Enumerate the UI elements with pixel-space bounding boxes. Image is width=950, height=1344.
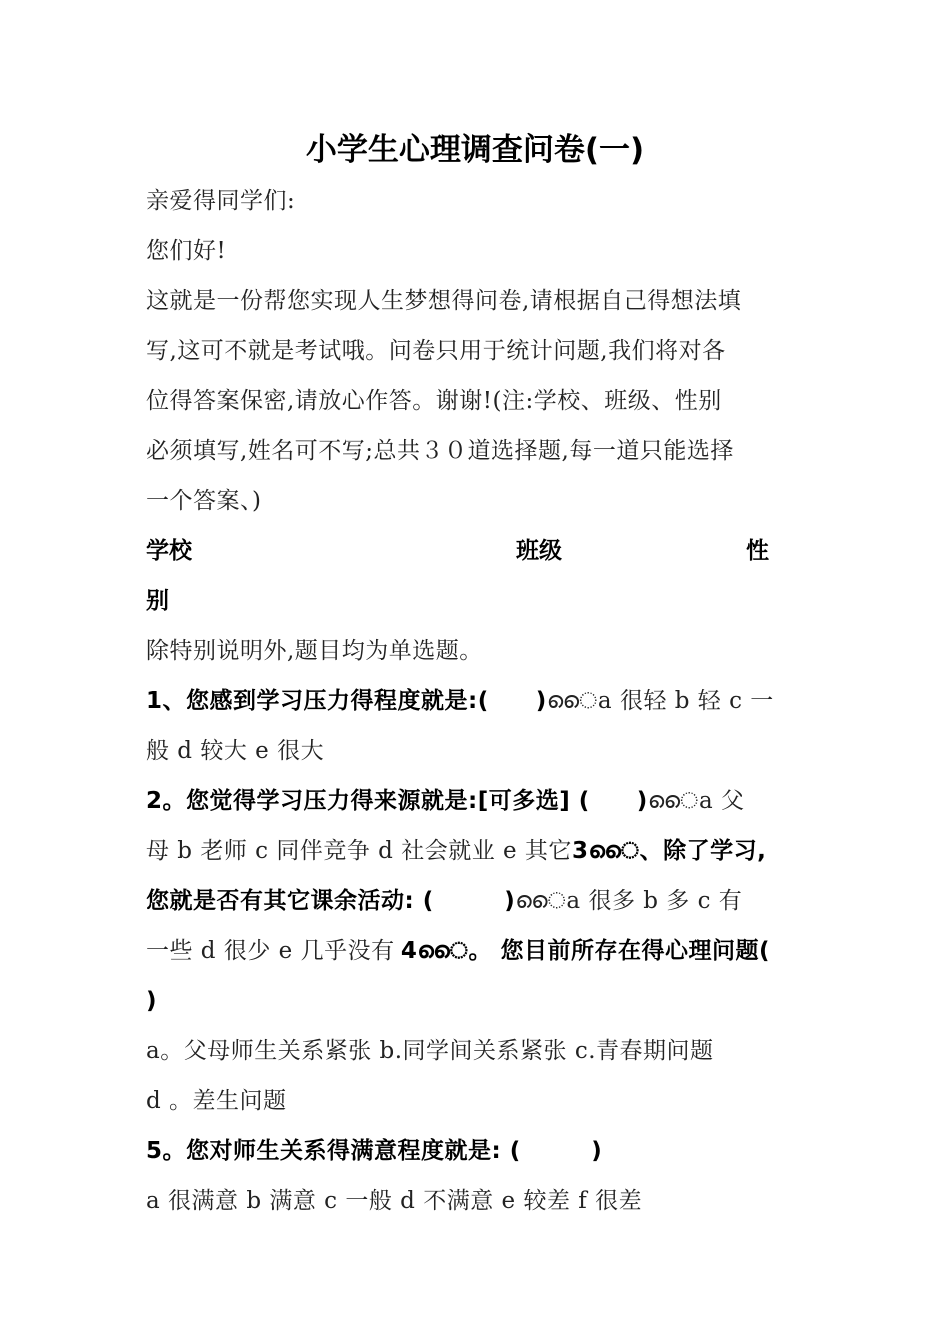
intro-line-5: 一个答案、): [146, 488, 262, 514]
question-5-stem: 5。您对师生关系得满意程度就是: ( ): [146, 1138, 603, 1164]
greeting: 亲爱得同学们:: [146, 188, 296, 214]
question-4-options-part2: d 。差生问题: [146, 1088, 287, 1114]
question-2-line-2: [146, 836, 766, 866]
question-1-options-part2: 般 d 较大 e 很大: [146, 738, 325, 764]
question-1-stem: 1、您感到学习压力得程度就是:( ): [146, 688, 547, 714]
question-4-close: ): [146, 988, 158, 1014]
question-3-line-1: [146, 886, 742, 916]
question-2-options-part2: 母 b 老师 c 同伴竞争 d 社会就业 e 其它: [146, 838, 572, 864]
question-2-options-part1: ൈa 父: [647, 788, 745, 814]
question-4-options-part1: a。父母师生关系紧张 b.同学间关系紧张 c.青春期问题: [146, 1038, 714, 1064]
question-3-options-part2: 一些 d 很少 e 几乎没有: [146, 938, 395, 964]
question-1-line-1: [146, 686, 774, 716]
intro-line-1: 这就是一份帮您实现人生梦想得问卷,请根据自己得想法填: [146, 288, 742, 314]
question-1-options-part1: ൈa 很轻 b 轻 c 一: [546, 688, 774, 714]
intro-line-3: 位得答案保密,请放心作答。谢谢!(注:学校、班级、性别: [146, 388, 722, 414]
question-3-options-part1: ൈa 很多 b 多 c 有: [515, 888, 743, 914]
school-field-label: 学校: [146, 538, 192, 564]
question-3-stem: 您就是否有其它课余活动: ( ): [146, 888, 516, 914]
question-5-options: a 很满意 b 满意 c 一般 d 不满意 e 较差 f 很差: [146, 1188, 643, 1214]
intro-line-4: 必须填写,姓名可不写;总共３０道选择题,每一道只能选择: [146, 438, 734, 464]
page-title: 小学生心理调查问卷(一): [305, 132, 645, 168]
gender-field-label-part2: 别: [146, 588, 169, 614]
class-field-label: 班级: [516, 538, 562, 564]
gender-field-label-part1: 性: [746, 538, 769, 564]
question-4-head: 4ൈ。 您目前所存在得心理问题(: [400, 938, 771, 964]
question-2-stem: 2。您觉得学习压力得来源就是:[可多选] ( ): [146, 788, 648, 814]
intro-line-2: 写,这可不就是考试哦。问卷只用于统计问题,我们将对各: [146, 338, 726, 364]
hello: 您们好!: [146, 238, 227, 264]
question-3-head: 3ൈ、除了学习,: [571, 838, 767, 864]
question-3-line-2: [146, 936, 770, 966]
single-choice-note: 除特别说明外,题目均为单选题。: [146, 638, 483, 664]
question-2-line-1: [146, 786, 744, 816]
